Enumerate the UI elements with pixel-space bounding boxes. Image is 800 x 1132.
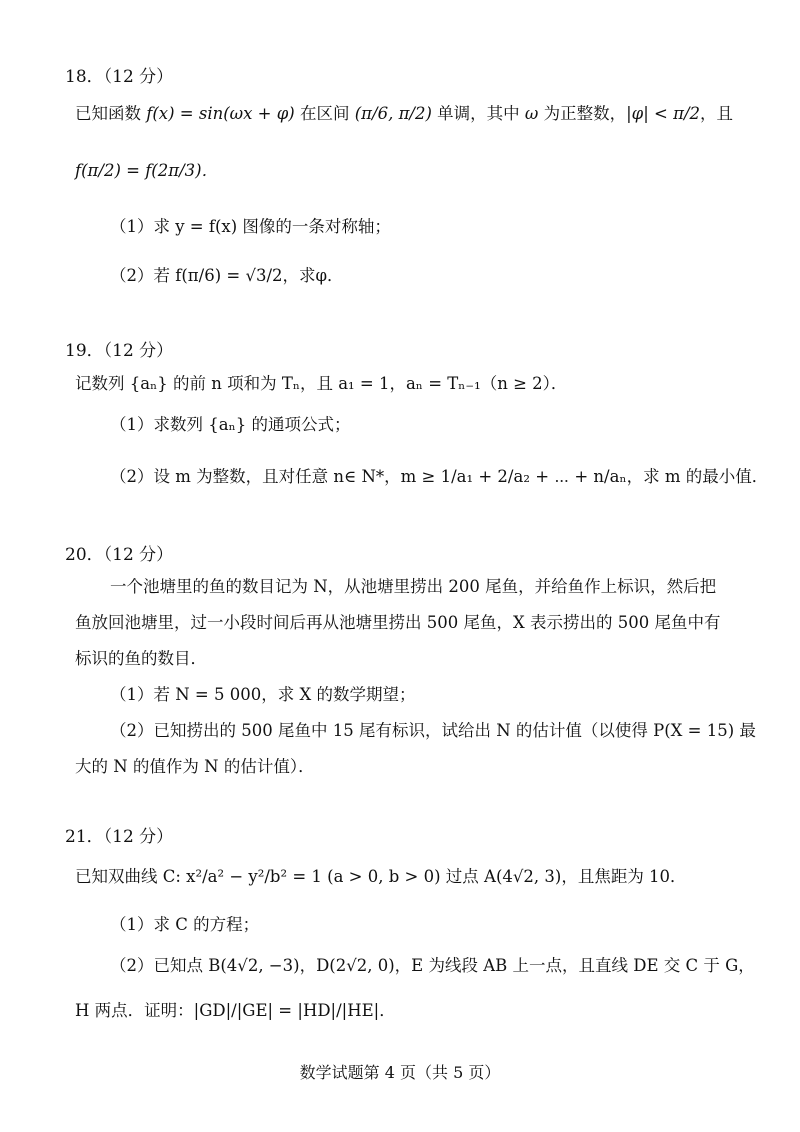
page-footer: 数学试题第 4 页（共 5 页） xyxy=(299,1063,501,1082)
problem-18-number: 18．（12 分） xyxy=(65,67,174,87)
problem-20-stem-line3: 标识的鱼的数目． xyxy=(75,649,207,668)
problem-20-stem-line1: 一个池塘里的鱼的数目记为 N，从池塘里捞出 200 尾鱼，并给鱼作上标识，然后把 xyxy=(110,577,717,596)
problem-18-stem-line2: f(π/2) = f(2π/3)． xyxy=(75,161,219,180)
problem-18-part2: （2）若 f(π/6) = √3/2，求φ． xyxy=(110,266,344,285)
problem-21-part2-line1: （2）已知点 B(4√2, −3)，D(2√2, 0)，E 为线段 AB 上一点，且直线 DE 交 C 于 G， xyxy=(110,956,755,975)
problem-21-part1: （1）求 C 的方程； xyxy=(110,915,260,934)
problem-19-number: 19．（12 分） xyxy=(65,341,174,361)
problem-20-stem-line2: 鱼放回池塘里，过一小段时间后再从池塘里捞出 500 尾鱼，X 表示捞出的 500 尾鱼中有 xyxy=(75,613,721,632)
problem-20-part2-line1: （2）已知捞出的 500 尾鱼中 15 尾有标识，试给出 N 的估计值（以使得 P(X = 15) 最 xyxy=(110,721,756,740)
problem-21-stem: 已知双曲线 C: x²/a² − y²/b² = 1 (a > 0, b > 0) 过点 A(4√2, 3)，且焦距为 10． xyxy=(75,867,687,886)
problem-21-number: 21．（12 分） xyxy=(65,827,174,847)
problem-20-part1: （1）若 N = 5 000，求 X 的数学期望； xyxy=(110,685,416,704)
problem-19-part1: （1）求数列 {aₙ} 的通项公式； xyxy=(110,415,351,434)
problem-21-part2-line2: H 两点．证明：|GD|/|GE| = |HD|/|HE|． xyxy=(75,1001,396,1020)
problem-18-part1: （1）求 y = f(x) 图像的一条对称轴； xyxy=(110,217,391,236)
problem-19-stem: 记数列 {aₙ} 的前 n 项和为 Tₙ，且 a₁ = 1，aₙ = Tₙ₋₁（n ≥ 2）． xyxy=(75,374,568,393)
problem-20-number: 20．（12 分） xyxy=(65,545,174,565)
problem-19-part2: （2）设 m 为整数，且对任意 n∈ N*，m ≥ 1/a₁ + 2/a₂ + ⋯ + n/aₙ，求 m 的最小值． xyxy=(110,467,769,486)
problem-20-part2-line2: 大的 N 的值作为 N 的估计值）． xyxy=(75,757,315,776)
problem-18-stem-line1: 已知函数 f(x) = sin(ωx + φ) 在区间 (π/6, π/2) 单调，其中 ω 为正整数，|φ| < π/2，且 xyxy=(75,104,734,123)
